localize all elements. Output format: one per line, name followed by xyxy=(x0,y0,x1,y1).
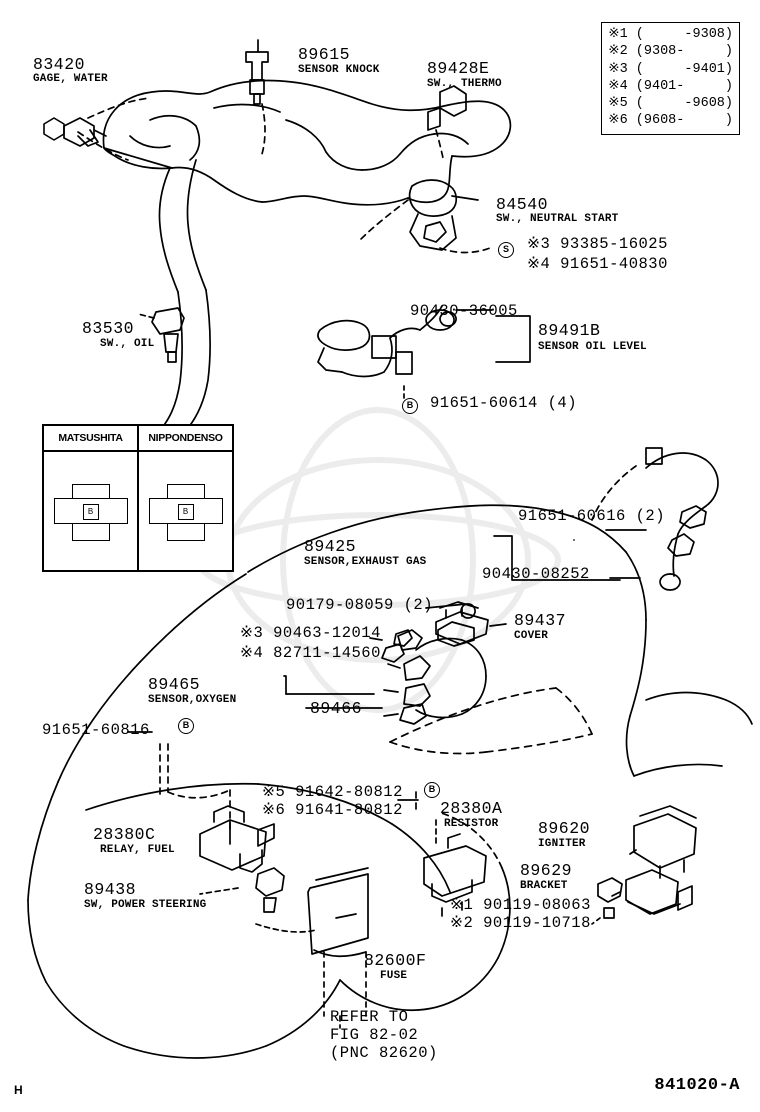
callout-89491B-number: 89491B xyxy=(538,321,601,340)
callout-93385-number: ※3 93385-16025 xyxy=(527,235,668,253)
callout-82711-14560-number: ※4 82711-14560 xyxy=(240,644,381,662)
callout-89425-desc: SENSOR,EXHAUST GAS xyxy=(304,556,427,568)
callout-89465-desc: SENSOR,OXYGEN xyxy=(148,694,237,706)
legend-row-1: ※1 ( -9308) xyxy=(608,27,733,42)
callout-90430-08252-number: 90430-08252 xyxy=(482,565,590,583)
refer-note-line-1: REFER TO xyxy=(330,1008,409,1026)
brand-header-matsushita: MATSUSHITA xyxy=(44,426,139,450)
legend-row-4: ※4 (9401- ) xyxy=(608,78,733,94)
legend-row-6: ※6 (9608- ) xyxy=(608,113,733,129)
bolt-mark-b1: B xyxy=(402,398,418,414)
callout-89615-desc: SENSOR KNOCK xyxy=(298,64,380,76)
callout-89438-desc: SW, POWER STEERING xyxy=(84,899,207,911)
callout-83530-number: 83530 xyxy=(82,319,135,338)
callout-89629-number: 89629 xyxy=(520,861,573,880)
callout-89428E-desc: SW., THERMO xyxy=(427,78,502,90)
brand-cell-matsushita xyxy=(44,452,139,572)
callout-90119-10718-number: ※2 90119-10718 xyxy=(450,914,591,932)
callout-89425-number: 89425 xyxy=(304,537,357,556)
bolt-mark-s: S xyxy=(498,242,514,258)
callout-90179-08059-number: 90179-08059 (2) xyxy=(286,596,434,614)
callout-83420-desc: GAGE, WATER xyxy=(33,73,108,85)
bolt-mark-b2: B xyxy=(178,718,194,734)
date-range-legend xyxy=(601,22,740,135)
callout-89466-number: 89466 xyxy=(310,699,363,718)
callout-91642-80812-number: ※5 91642-80812 xyxy=(262,783,403,801)
callout-83530-desc: SW., OIL xyxy=(100,338,155,350)
callout-91641-80812-number: ※6 91641-80812 xyxy=(262,801,403,819)
callout-91651-60614-number: 91651-60614 (4) xyxy=(430,394,578,412)
callout-91651-60816-number: 91651-60816 xyxy=(42,721,150,739)
callout-82600F-desc: FUSE xyxy=(380,970,408,982)
callout-90430-36005-number: 90430-36005 xyxy=(410,302,518,320)
manufacturer-comparison-box xyxy=(42,424,234,572)
callout-89615-number: 89615 xyxy=(298,45,351,64)
callout-28380A-number: 28380A xyxy=(440,799,503,818)
sensor-icon xyxy=(149,484,223,540)
refer-note-line-2: FIG 82-02 xyxy=(330,1026,419,1044)
bolt-mark-b3: B xyxy=(424,782,440,798)
callout-89428E-number: 89428E xyxy=(427,59,490,78)
callout-90119-08063-number: ※1 90119-08063 xyxy=(450,896,591,914)
legend-row-2: ※2 (9308- ) xyxy=(608,44,733,60)
callout-89438-number: 89438 xyxy=(84,880,137,899)
callout-89620-desc: IGNITER xyxy=(538,838,586,850)
callout-28380C-desc: RELAY, FUEL xyxy=(100,844,175,856)
sheet-marker: H xyxy=(14,1083,23,1097)
callout-89465-number: 89465 xyxy=(148,675,201,694)
callout-91651-60616-number: 91651-60616 (2) xyxy=(518,507,666,525)
callout-90463-12014-number: ※3 90463-12014 xyxy=(240,624,381,642)
sensor-icon xyxy=(54,484,128,540)
callout-28380A-desc: RESISTOR xyxy=(444,818,499,830)
brand-cell-nippondenso xyxy=(139,452,232,572)
callout-89437-number: 89437 xyxy=(514,611,567,630)
legend-row-5: ※5 ( -9608) xyxy=(608,96,733,112)
callout-89437-desc: COVER xyxy=(514,630,549,642)
callout-89620-number: 89620 xyxy=(538,819,591,838)
callout-89491B-desc: SENSOR OIL LEVEL xyxy=(538,341,647,353)
figure-code: 841020-A xyxy=(654,1076,740,1095)
brand-header-nippondenso: NIPPONDENSO xyxy=(148,432,223,444)
callout-28380C-number: 28380C xyxy=(93,825,156,844)
sensor-icon-label: B xyxy=(178,504,194,520)
legend-row-3: ※3 ( -9401) xyxy=(608,61,733,77)
callout-83420-number: 83420 xyxy=(33,55,86,74)
callout-82600F-number: 82600F xyxy=(364,951,427,970)
refer-note-line-3: (PNC 82620) xyxy=(330,1044,438,1062)
callout-84540-number: 84540 xyxy=(496,195,549,214)
callout-89629-desc: BRACKET xyxy=(520,880,568,892)
callout-84540-desc: SW., NEUTRAL START xyxy=(496,213,619,225)
sensor-icon-label: B xyxy=(83,504,99,520)
callout-91651-40830-number: ※4 91651-40830 xyxy=(527,255,668,273)
